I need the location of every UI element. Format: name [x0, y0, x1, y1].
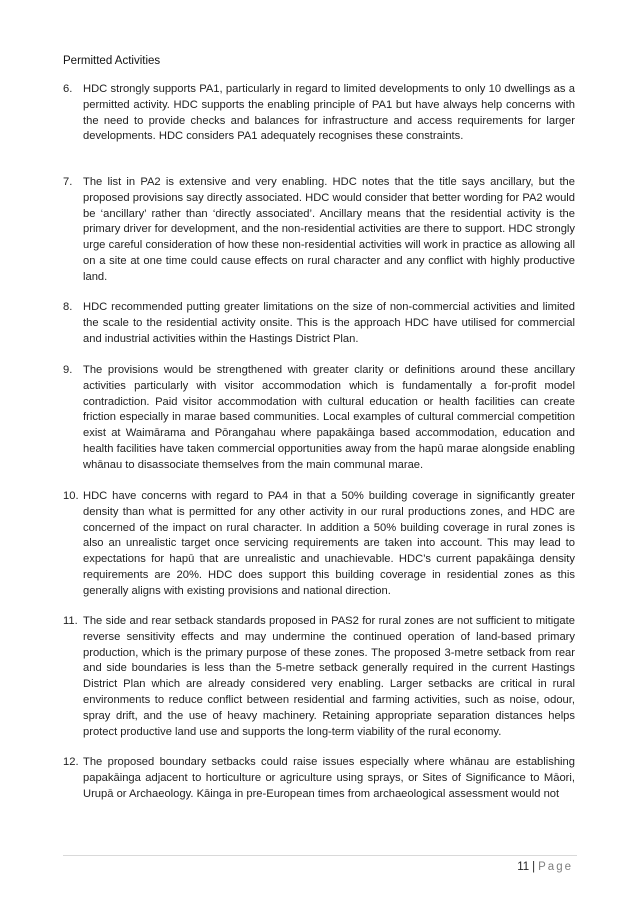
paragraph-number: 11. — [63, 615, 78, 627]
numbered-paragraph — [63, 175, 575, 286]
numbered-paragraph — [63, 489, 575, 600]
paragraph-number: 12. — [63, 756, 79, 768]
footer-separator: | — [532, 861, 536, 873]
numbered-paragraph — [63, 614, 575, 740]
numbered-paragraph — [63, 363, 575, 474]
page-footer — [517, 860, 573, 874]
paragraph-text: HDC recommended putting greater limitations on the size of non-commercial activities and limited the scale to the residential activity onsite. This is the approach HDC have utilised for commercial and industrial activities within the Hastings District Plan. — [83, 301, 575, 345]
page-label: Page — [538, 861, 573, 873]
paragraph-text: The proposed boundary setbacks could raise issues especially where whānau are establishing papakāinga adjacent to horticulture or agriculture using sprays, or Sites of Significance to Māori, Urupā or Archaeology. Kāinga in pre-European times from archaeological assessment would not — [83, 756, 575, 800]
paragraph-text: The list in PA2 is extensive and very enabling. HDC notes that the title says ancillary, but the proposed provisions say directly associated. HDC would consider that better wording for PA2 would be ‘ancillary’ rather than ‘directly associated’. Ancillary means that the residential activity is the primary driver for development, and the non-residential activities are there to support. HDC strongly urge careful consideration of how these non-residential activities will work in practice as allowing all on a site at one time could cause effects on rural character and any conflict with highly productive land. — [83, 176, 575, 283]
footer-divider — [63, 855, 577, 856]
paragraph-number: 8. — [63, 301, 73, 313]
paragraph-number: 10. — [63, 490, 79, 502]
paragraph-text: HDC strongly supports PA1, particularly in regard to limited developments to only 10 dwellings as a permitted activity. HDC supports the enabling principle of PA1 but have always help concerns with the need to provide checks and balances for infrastructure and access requirements for larger developments. HDC considers PA1 adequately recognises these constraints. — [83, 83, 575, 143]
paragraph-text: The provisions would be strengthened with greater clarity or definitions around these ancillary activities particularly with visitor accommodation which is fundamentally a for-profit model contradiction. Paid visitor accommodation with cultural education or health facilities can create friction especially in marae based communities. Local examples of cultural commercial competition exist at Waimārama and Pōrangahau where papakāinga based accommodation, education and health facilities have taken commercial opportunities away from the hapū marae alongside enabling whānau to disassociate themselves from the main communal marae. — [83, 364, 575, 471]
paragraph-number: 7. — [63, 176, 73, 188]
paragraph-number: 6. — [63, 83, 73, 95]
section-heading: Permitted Activities — [63, 55, 161, 67]
numbered-paragraph — [63, 755, 575, 802]
numbered-paragraph — [63, 300, 575, 347]
page-number: 11 — [517, 861, 530, 873]
paragraph-text: The side and rear setback standards proposed in PAS2 for rural zones are not sufficient to mitigate reverse sensitivity effects and may undermine the continued operation of land-based primary production, which is the primary purpose of these zones. The proposed 3-metre setback from rear and side boundaries is less than the 5-metre setback generally required in the current Hastings District Plan which are already considered very enabling. Larger setbacks are critical in rural environments to reduce conflict between residential and farming activities, such as noise, odour, spray drift, and the use of heavy machinery. Retaining appropriate separation distances helps protect productive land use and supports the long-term viability of the rural economy. — [83, 615, 575, 738]
paragraph-number: 9. — [63, 364, 73, 376]
paragraph-text: HDC have concerns with regard to PA4 in that a 50% building coverage in significantly greater density than what is permitted for any other activity in our rural productions zones, and HDC are concerned of the impact on rural character. In addition a 50% building coverage in rural zones is also an unrealistic target once servicing requirements are taken into account. This may lead to expectations for hapū that are unrealistic and unachievable. HDC’s current papakāinga density requirements are 20%. HDC does support this building coverage in residential zones as this generally aligns with existing provisions and national direction. — [83, 490, 575, 597]
numbered-paragraph — [63, 82, 575, 145]
